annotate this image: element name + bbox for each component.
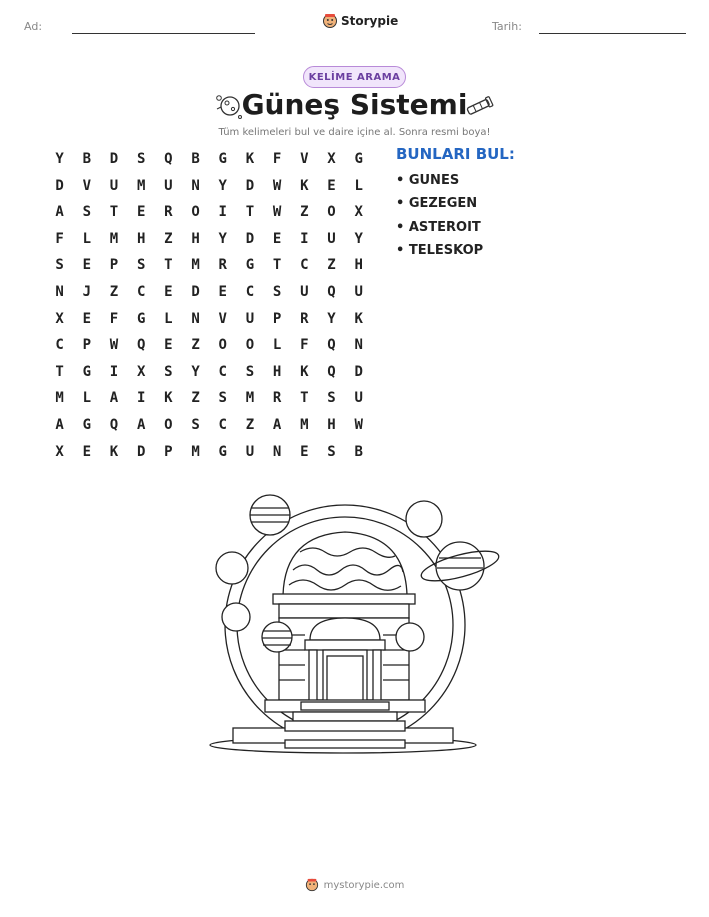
grid-letter[interactable]: Z — [191, 337, 200, 354]
grid-letter[interactable]: J — [82, 283, 91, 300]
grid-letter[interactable]: E — [218, 283, 227, 300]
instructions: Tüm kelimeleri bul ve daire içine al. Sonra resmi boya! — [218, 127, 491, 138]
word-item: • ASTEROIT — [396, 219, 481, 235]
grid-letter[interactable]: E — [164, 283, 173, 300]
grid-letter[interactable]: N — [272, 443, 282, 460]
grid-letter[interactable]: I — [136, 390, 146, 407]
grid-letter[interactable]: N — [191, 177, 200, 194]
page-title: Güneş Sistemi — [241, 88, 468, 121]
grid-letter[interactable]: Z — [327, 257, 336, 274]
grid-letter[interactable]: E — [136, 204, 146, 221]
grid-letter[interactable]: A — [109, 390, 119, 407]
grid-letter[interactable]: T — [300, 390, 309, 407]
date-label: Tarih: — [492, 20, 522, 33]
grid-letter[interactable]: X — [55, 443, 64, 460]
grid-letter[interactable]: I — [109, 363, 119, 380]
grid-letter[interactable]: O — [218, 337, 227, 354]
grid-row — [46, 332, 372, 359]
grid-letter[interactable]: W — [272, 204, 282, 221]
grid-letter[interactable]: Q — [136, 337, 146, 354]
word-list-title: BUNLARI BUL: — [396, 145, 515, 163]
grid-letter[interactable]: G — [245, 257, 255, 274]
brand-name: Storypie — [341, 14, 399, 28]
brand-logo — [322, 13, 398, 29]
grid-letter[interactable]: C — [245, 283, 255, 300]
grid-letter[interactable]: Q — [164, 151, 173, 167]
grid-letter[interactable]: Q — [327, 283, 336, 300]
grid-letter[interactable]: D — [109, 151, 119, 167]
grid-letter[interactable]: O — [164, 416, 173, 433]
grid-letter[interactable]: D — [245, 230, 255, 247]
grid-letter[interactable]: U — [245, 310, 255, 327]
grid-letter[interactable]: U — [354, 283, 363, 300]
grid-letter[interactable]: K — [354, 310, 363, 327]
grid-letter[interactable]: B — [354, 443, 363, 460]
grid-letter[interactable]: E — [82, 443, 91, 460]
name-line — [72, 33, 255, 34]
grid-letter[interactable]: I — [218, 204, 227, 221]
grid-letter[interactable]: G — [136, 310, 146, 327]
grid-letter[interactable]: K — [109, 443, 119, 460]
grid-letter[interactable]: R — [218, 257, 227, 274]
grid-letter[interactable]: A — [55, 204, 64, 221]
grid-letter[interactable]: V — [218, 310, 227, 327]
telescope-icon — [464, 95, 494, 117]
grid-letter[interactable]: R — [164, 204, 173, 221]
grid-letter[interactable]: U — [164, 177, 173, 194]
grid-letter[interactable]: A — [272, 416, 282, 433]
grid-letter[interactable]: C — [300, 257, 309, 274]
grid-letter[interactable]: Q — [109, 416, 119, 433]
grid-letter[interactable]: W — [354, 416, 363, 433]
grid-row — [46, 359, 372, 386]
grid-letter[interactable]: S — [55, 257, 64, 274]
grid-letter[interactable]: O — [191, 204, 200, 221]
grid-row — [46, 199, 372, 226]
grid-letter[interactable]: L — [164, 310, 173, 327]
grid-letter[interactable]: G — [82, 416, 91, 433]
grid-letter[interactable]: Y — [354, 230, 363, 247]
grid-letter[interactable]: M — [245, 390, 255, 407]
observatory-coloring-illustration[interactable] — [205, 490, 505, 755]
storypie-mascot-icon — [305, 878, 319, 892]
grid-letter[interactable]: A — [55, 416, 64, 433]
grid-letter[interactable]: P — [82, 337, 91, 354]
storypie-mascot-icon — [322, 13, 338, 29]
grid-letter[interactable]: M — [191, 257, 200, 274]
grid-letter[interactable]: K — [300, 177, 309, 194]
grid-letter[interactable]: T — [272, 257, 282, 274]
grid-letter[interactable]: Y — [218, 230, 227, 247]
grid-letter[interactable]: E — [82, 310, 91, 327]
grid-letter[interactable]: S — [164, 363, 173, 380]
name-label: Ad: — [24, 20, 43, 33]
grid-letter[interactable]: F — [55, 230, 64, 247]
grid-letter[interactable]: H — [191, 230, 200, 247]
grid-letter[interactable]: V — [82, 177, 91, 194]
word-search-grid[interactable] — [46, 146, 372, 465]
grid-letter[interactable]: Z — [109, 283, 119, 300]
grid-letter[interactable]: U — [109, 177, 119, 194]
grid-letter[interactable]: Z — [164, 230, 173, 247]
grid-row — [46, 146, 372, 173]
word-item: • GEZEGEN — [396, 196, 478, 212]
grid-letter[interactable]: Z — [191, 390, 200, 407]
grid-letter[interactable]: V — [300, 151, 309, 167]
grid-letter[interactable]: E — [82, 257, 91, 274]
grid-row — [46, 226, 372, 253]
grid-letter[interactable]: N — [55, 283, 64, 300]
grid-letter[interactable]: C — [218, 363, 227, 380]
grid-row — [46, 385, 372, 412]
grid-letter[interactable]: M — [136, 177, 146, 194]
grid-letter[interactable]: H — [272, 363, 282, 380]
grid-letter[interactable]: Z — [245, 416, 255, 433]
grid-letter[interactable]: S — [245, 363, 255, 380]
grid-letter[interactable]: Z — [300, 204, 309, 221]
grid-letter[interactable]: G — [354, 151, 363, 167]
grid-letter[interactable]: T — [164, 257, 173, 274]
grid-letter[interactable]: K — [300, 363, 309, 380]
grid-row — [46, 173, 372, 200]
grid-letter[interactable]: O — [245, 337, 255, 354]
footer-url[interactable]: mystorypie.com — [323, 879, 405, 891]
grid-letter[interactable]: B — [191, 151, 200, 167]
grid-letter[interactable]: S — [191, 416, 200, 433]
grid-letter[interactable]: G — [218, 151, 227, 167]
grid-letter[interactable]: D — [55, 177, 64, 194]
grid-letter[interactable]: S — [136, 257, 146, 274]
grid-letter[interactable]: Q — [327, 363, 336, 380]
header — [0, 0, 709, 50]
grid-letter[interactable]: I — [300, 230, 309, 247]
grid-letter[interactable]: C — [55, 337, 64, 354]
grid-letter[interactable]: M — [300, 416, 309, 433]
grid-letter[interactable]: K — [245, 151, 255, 167]
grid-letter[interactable]: S — [218, 390, 227, 407]
grid-letter[interactable]: Y — [218, 177, 227, 194]
grid-letter[interactable]: B — [82, 151, 91, 167]
grid-letter[interactable]: D — [354, 363, 363, 380]
grid-letter[interactable]: U — [300, 283, 309, 300]
grid-letter[interactable]: X — [327, 151, 336, 167]
grid-letter[interactable]: M — [191, 443, 200, 460]
grid-letter[interactable]: W — [272, 177, 282, 194]
grid-letter[interactable]: X — [354, 204, 363, 221]
grid-letter[interactable]: N — [191, 310, 200, 327]
grid-letter[interactable]: M — [55, 390, 64, 407]
grid-letter[interactable]: A — [136, 416, 146, 433]
grid-letter[interactable]: M — [109, 230, 119, 247]
grid-letter[interactable]: U — [354, 390, 363, 407]
grid-letter[interactable]: U — [245, 443, 255, 460]
grid-letter[interactable]: W — [109, 337, 119, 354]
grid-letter[interactable]: Q — [327, 337, 336, 354]
grid-letter[interactable]: L — [272, 337, 282, 354]
grid-letter[interactable]: Y — [55, 151, 64, 167]
grid-letter[interactable]: S — [136, 151, 146, 167]
grid-letter[interactable]: X — [136, 363, 146, 380]
grid-letter[interactable]: C — [136, 283, 146, 300]
grid-letter[interactable]: D — [136, 443, 146, 460]
footer — [0, 878, 709, 892]
grid-letter[interactable]: P — [109, 257, 119, 274]
grid-letter[interactable]: X — [55, 310, 64, 327]
grid-letter[interactable]: D — [191, 283, 200, 300]
grid-letter[interactable]: D — [245, 177, 255, 194]
activity-badge: KELİME ARAMA — [303, 66, 406, 88]
grid-letter[interactable]: K — [164, 390, 173, 407]
grid-letter[interactable]: G — [218, 443, 227, 460]
grid-letter[interactable]: F — [272, 151, 282, 167]
word-item: • GUNES — [396, 173, 460, 188]
grid-row — [46, 439, 372, 466]
grid-letter[interactable]: S — [272, 283, 282, 300]
grid-row — [46, 306, 372, 333]
grid-letter[interactable]: T — [109, 204, 119, 221]
date-line — [539, 33, 686, 34]
grid-row — [46, 252, 372, 279]
grid-letter[interactable]: T — [245, 204, 255, 221]
grid-letter[interactable]: L — [354, 177, 363, 194]
grid-row — [46, 412, 372, 439]
grid-letter[interactable]: F — [109, 310, 119, 327]
grid-letter[interactable]: N — [354, 337, 363, 354]
grid-letter[interactable]: U — [327, 230, 336, 247]
grid-letter[interactable]: O — [327, 204, 336, 221]
grid-letter[interactable]: S — [82, 204, 91, 221]
grid-letter[interactable]: P — [272, 310, 282, 327]
grid-letter[interactable]: H — [136, 230, 146, 247]
grid-letter[interactable]: L — [82, 390, 91, 407]
word-item: • TELESKOP — [396, 242, 484, 258]
grid-letter[interactable]: T — [55, 363, 64, 380]
grid-letter[interactable]: R — [272, 390, 282, 407]
grid-letter[interactable]: L — [82, 230, 91, 247]
grid-row — [46, 279, 372, 306]
grid-letter[interactable]: F — [300, 337, 309, 354]
grid-letter[interactable]: E — [327, 177, 336, 194]
grid-letter[interactable]: S — [327, 443, 336, 460]
grid-letter[interactable]: R — [300, 310, 309, 327]
grid-letter[interactable]: H — [327, 416, 336, 433]
grid-letter[interactable]: G — [82, 363, 91, 380]
word-list — [396, 172, 483, 265]
grid-letter[interactable]: Y — [327, 310, 336, 327]
grid-letter[interactable]: H — [354, 257, 363, 274]
grid-letter[interactable]: C — [218, 416, 227, 433]
grid-letter[interactable]: E — [164, 337, 173, 354]
grid-letter[interactable]: E — [272, 230, 282, 247]
grid-letter[interactable]: P — [164, 443, 173, 460]
grid-letter[interactable]: S — [327, 390, 336, 407]
grid-letter[interactable]: Y — [191, 363, 200, 380]
grid-letter[interactable]: E — [300, 443, 309, 460]
